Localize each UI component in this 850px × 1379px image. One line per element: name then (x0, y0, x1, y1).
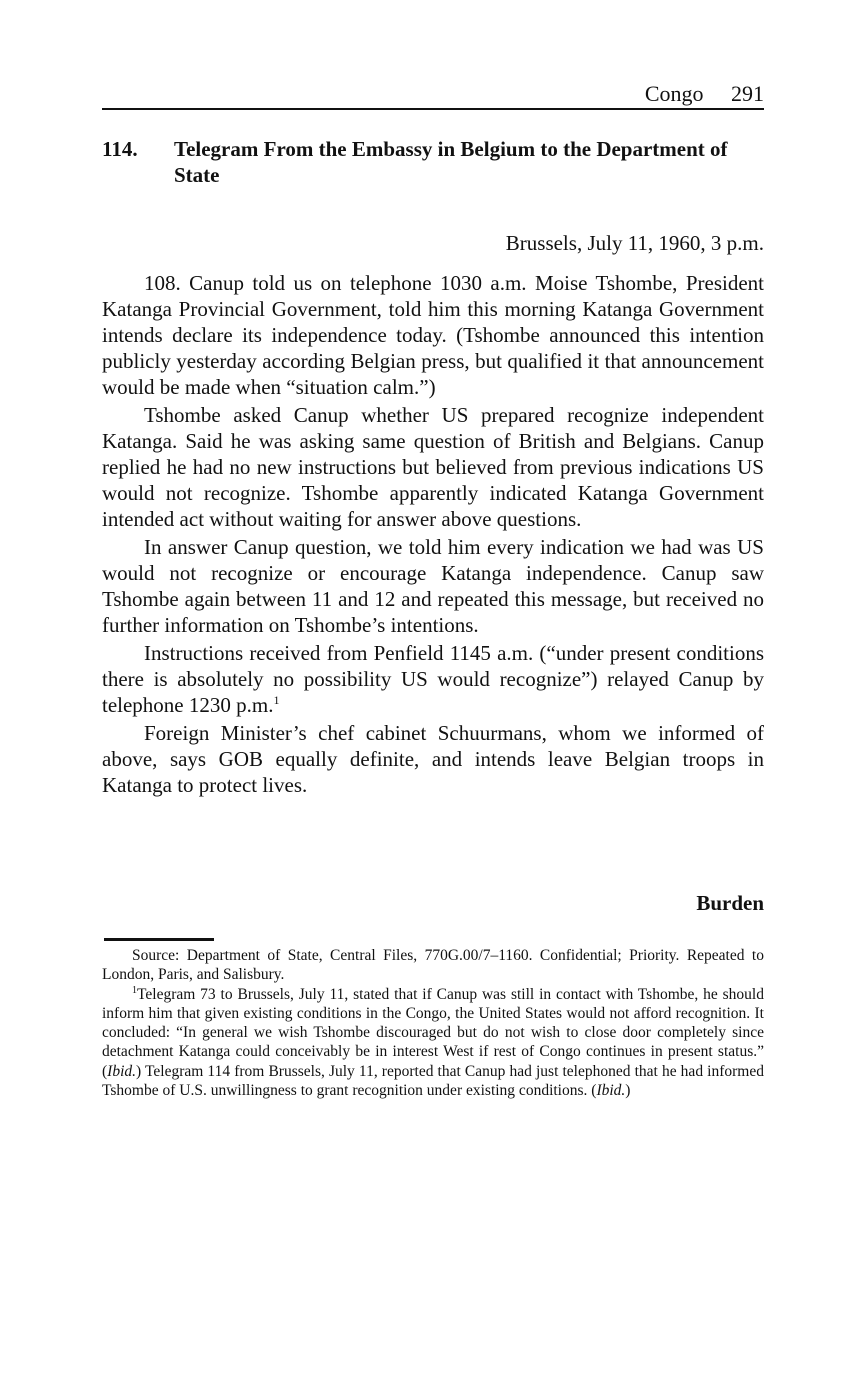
footnotes (102, 946, 764, 1100)
document-heading (102, 136, 764, 188)
paragraph-5: Foreign Minister’s chef cabinet Schuurmans, whom we informed of above, says GOB equally definite, and intends leave Belgian troops in Katanga to protect lives. (102, 721, 764, 797)
paragraph-2: Tshombe asked Canup whether US prepared recognize independent Katanga. Said he was asking same question of British and Belgians. Canup replied he had no new instructions but believed from previous indications US would not recognize. Tshombe apparently indicated Katanga Government intended act without waiting for answer above questions. (102, 403, 764, 531)
paragraph-4 (102, 640, 764, 718)
paragraph-3: In answer Canup question, we told him every indication we had was US would not recognize or encourage Katanga independence. Canup saw Tshombe again between 11 and 12 and repeated this message, but received no further information on Tshombe’s intentions. (102, 535, 764, 637)
telegram-body (102, 270, 764, 800)
paragraph-1: 108. Canup told us on telephone 1030 a.m. Moise Tshombe, President Katanga Provincial Government, told him this morning Katanga Government intends declare its independence today. (Tshombe announced this intention publicly yesterday according Belgian press, but qualified it that announcement would be made when “situation calm.”) (102, 271, 764, 399)
footnote-1-text-a: Telegram 73 to Brussels, July 11, stated that if Canup was still in contact with Tshombe, he should inform him that given existing conditions in the Congo, the United States would not afford recognition. It concluded: “In general we wish Tshombe discouraged but do not wish to close door completely since detachment Katanga could conceivably be in interest West if rest of Congo continues in present status.” ( (102, 985, 764, 1080)
signature: Burden (696, 891, 764, 915)
page-number: 291 (731, 81, 764, 106)
footnote-1-ibid-b: Ibid. (596, 1082, 626, 1100)
footnote-1-text-c: ) (625, 1082, 631, 1100)
footnote-1-marker: 1 (132, 984, 137, 996)
source-note: Source: Department of State, Central Files, 770G.00/7–1160. Confidential; Priority. Repeated to London, Paris, and Salisbury. (102, 947, 764, 984)
dateline: Brussels, July 11, 1960, 3 p.m. (505, 231, 764, 255)
running-header (102, 80, 764, 110)
header-section-title: Congo (644, 81, 704, 106)
footnote-ref-1[interactable]: 1 (273, 693, 280, 707)
footnote-1 (102, 985, 764, 1101)
document-number: 114. (102, 137, 138, 161)
document-title: Telegram From the Embassy in Belgium to the Department of State (174, 137, 728, 187)
footnote-1-text-b: ) Telegram 114 from Brussels, July 11, reported that Canup had just telephoned that he had informed Tshombe of U.S. unwillingness to grant recognition under existing conditions. ( (102, 1062, 764, 1100)
footnote-divider (104, 938, 214, 941)
paragraph-4-text: Instructions received from Penfield 1145 a.m. (“under present conditions there is absolutely no possibility US would recognize”) relayed Canup by telephone 1230 p.m. (102, 641, 764, 717)
footnote-1-ibid-a: Ibid. (107, 1062, 137, 1080)
